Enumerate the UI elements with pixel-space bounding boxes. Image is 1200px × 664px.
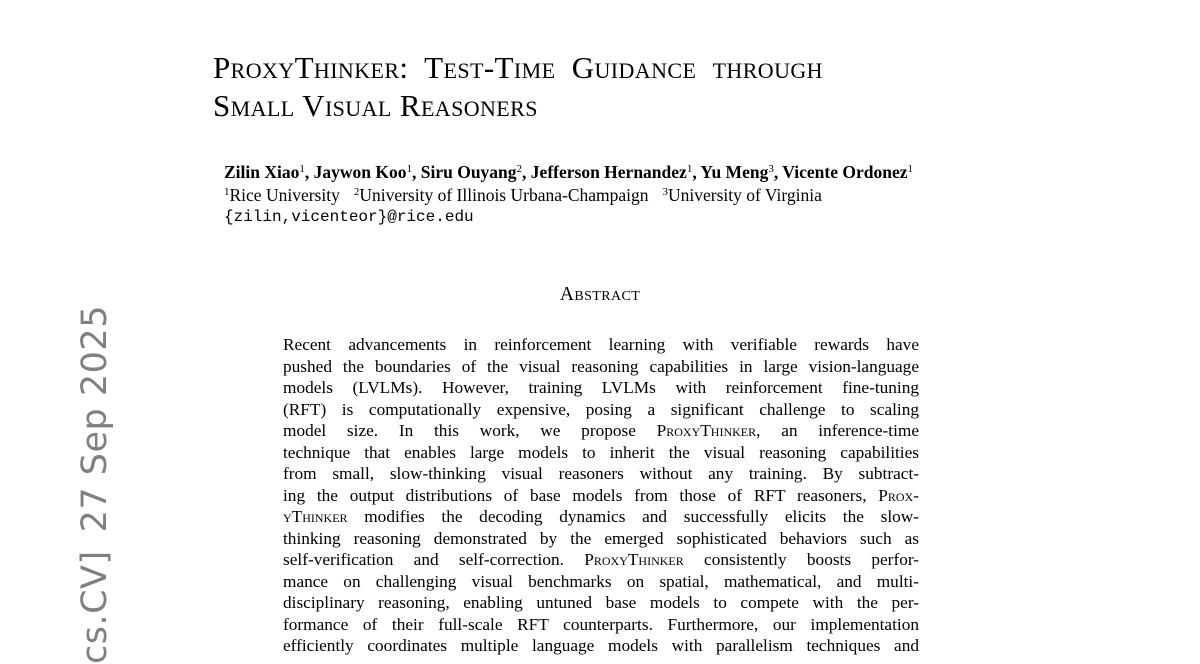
abstract-line: ing the output distributions of base models from those of RFT reasoners, Prox- [283, 485, 919, 505]
paper-title [213, 49, 1013, 125]
author-affiliation-mark: 1 [299, 163, 305, 175]
abstract-line: model size. In this work, we propose ProxyThinker, an inference-time [283, 421, 919, 440]
abstract-heading: Abstract [559, 284, 641, 305]
abstract-line: disciplinary reasoning, enabling untuned base models to compete with the per- [283, 593, 919, 612]
author-name: Jefferson Hernandez [530, 162, 687, 182]
author-affiliation-mark: 1 [907, 163, 913, 175]
abstract-line: self-verification and self-correction. ProxyThinker consistently boosts perfor- [283, 550, 919, 569]
affiliation-list [224, 184, 822, 206]
affiliation-number: 1 [224, 186, 230, 198]
contact-email: {zilin,vicenteor}@rice.edu [224, 208, 474, 226]
title-line-1: ProxyThinker: Test-Time Guidance through [213, 50, 823, 85]
arxiv-identifier-stamp [75, 305, 115, 664]
abstract-line: models (LVLMs). However, training LVLMs with reinforcement fine-tuning [283, 378, 919, 397]
abstract-line: thinking reasoning demonstrated by the emerged sophisticated behaviors such as [283, 528, 919, 548]
arxiv-date: 27 Sep 2025 [75, 305, 115, 533]
abstract-line: efficiently coordinates multiple language models with parallelism techniques and [283, 636, 919, 655]
abstract-line: (RFT) is computationally expensive, posing a significant challenge to scaling [283, 399, 919, 419]
abstract-line: formance of their full-scale RFT counterparts. Furthermore, our implementation [283, 614, 919, 634]
abstract-line: technique that enables large models to inherit the visual reasoning capabilities [283, 442, 919, 462]
affiliation-number: 2 [353, 186, 360, 198]
affiliation-name: Rice University [229, 185, 340, 205]
author-affiliation-mark: 1 [686, 163, 693, 175]
abstract-line: Recent advancements in reinforcement learning with verifiable rewards have [283, 335, 919, 354]
abstract-line: yThinker modifies the decoding dynamics and successfully elicits the slow- [283, 507, 919, 526]
author-affiliation-mark: 3 [768, 163, 774, 175]
author-name: Yu Meng [700, 162, 769, 182]
arxiv-category: cs.CV] [75, 550, 115, 664]
author-list: Zilin Xiao$^1$, Jaywon Koo$^1$, Siru Ouyang$^2$, Jefferson Hernandez$^1$, Yu Meng$^3$, Vicente Ordonez$^1$ [224, 162, 913, 182]
affiliation-number: 3 [662, 186, 669, 198]
author-affiliation-mark: 1 [406, 163, 412, 175]
author-name: Siru Ouyang [420, 162, 517, 182]
abstract-line: pushed the boundaries of the visual reasoning capabilities in large vision-language [283, 356, 919, 376]
abstract-line: from small, slow-thinking visual reasoners without any training. By subtract- [283, 464, 919, 483]
author-name: Jaywon Koo [313, 162, 407, 182]
abstract-line: mance on challenging visual benchmarks on spatial, mathematical, and multi- [283, 571, 919, 591]
title-line-2: Small Visual Reasoners [213, 88, 538, 123]
affiliation-name: University of Illinois Urbana-Champaign [359, 185, 649, 205]
author-name: Vicente Ordonez [782, 162, 908, 182]
author-affiliation-mark: 2 [516, 163, 523, 175]
abstract-body [283, 334, 919, 657]
affiliation-name: University of Virginia [668, 185, 822, 205]
author-name: Zilin Xiao [224, 162, 300, 182]
